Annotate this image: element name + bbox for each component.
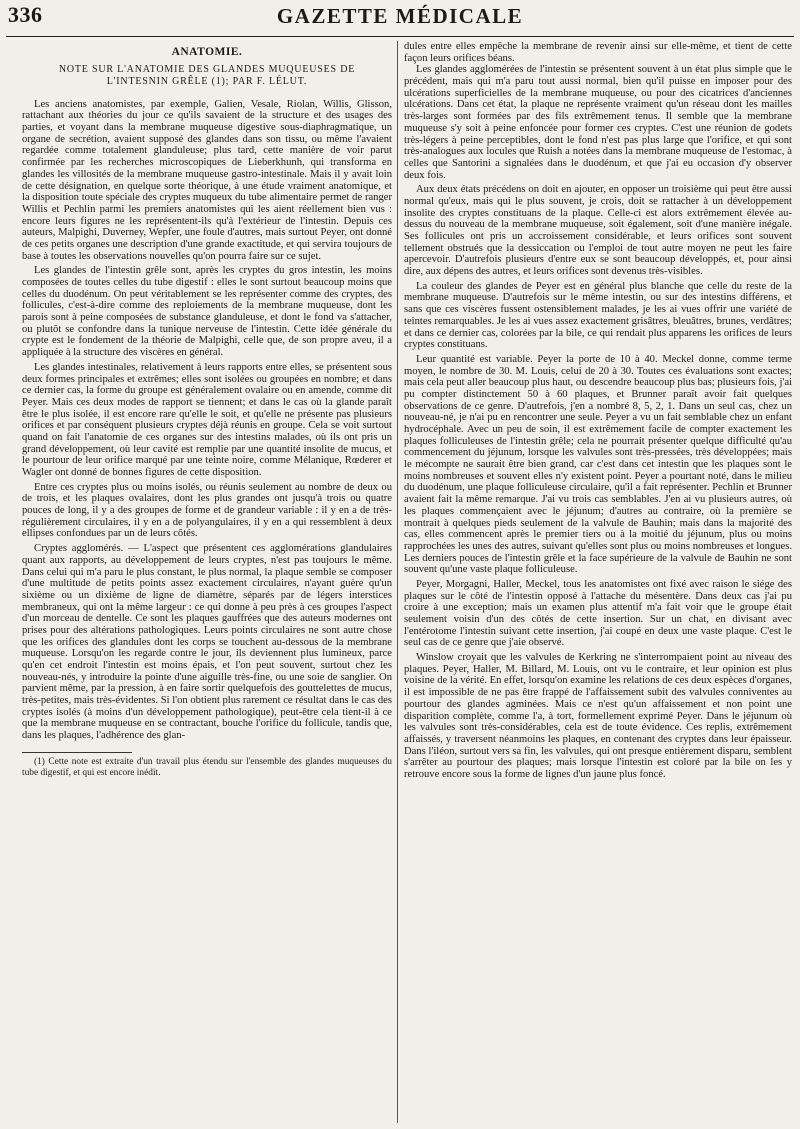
journal-title: GAZETTE MÉDICALE: [276, 4, 524, 28]
paragraph: Peyer, Morgagni, Haller, Meckel, tous les anatomistes ont fixé avec raison le siége des plaques sur le côté de l'intestin opposé à l'attache du mésentère. Dans deux cas j'ai pu croire à une exception; mais un examen plus attentif m'a fait voir que le groupe était seulement voisin d'un des côtés de cette insertion. Sur un chat, en divisant avec l'entérotome l'intestin suivant cette insertion, j'ai coupé en deux une vaste plaque. C'est le seul cas de ce genre que j'aie observé.: [404, 578, 792, 649]
paragraph: Les glandes agglomérées de l'intestin se présentent souvent à un état plus simple que le précédent, mais qui m'a paru tout aussi normal, bien qu'il puisse en imposer pour des ulcérations superficielles de la membrane muqueuse, ou pour des cicatrices d'anciennes ulcérations. Dans cet état, la plaque ne représente vraiment qu'un réseau dont les mailles très-larges sont formées par des fils extrêmement tenus. Il semble que la membrane muqueuse s'y soit à peine enfoncée pour former ces cryptes. C'est une réunion de godets très-légers à peine perceptibles, dont le fond n'est pas plus large que l'orifice, et qui sont très-analogues aux locules que Ruish a notées dans la membrane muqueuse de l'estomac, à celles que Santorini a signalées dans le duodénum, et que j'ai eu occasion d'y observer deux fois.: [404, 64, 792, 181]
column-divider: [397, 41, 398, 1123]
paragraph: Winslow croyait que les valvules de Kerkring ne s'interrompaient point au niveau des plaques. Peyer, Haller, M. Billard, M. Louis, ont vu le contraire, et leur opinion est plus voisine de la vérité. En effet, lorsqu'on examine les relations de ces deux espèces d'organes, il est impossible de ne pas être frappé de l'affaissement subit des valvules conniventes au pourtour des glandes agminées. Mais ce n'est qu'un affaissement et non point une disparition complète, comme l'a, à tort, formellement exprimé Peyer. Dans le jéjunum où les valvules sont très-considérables, cela est de toute évidence. Ces replis, extrêmement affaissés, y traversent néanmoins les plaques, en contenant des cryptes dans leur épaisseur. Dans l'iléon, surtout vers sa fin, les valvules, qui ont presque entièrement disparu, semblent s'arrêter au pourtour des plaques; mais lorsque l'intestin est coloré par la bile on les y retrouve encore sous la forme de lignes d'un jaune plus foncé.: [404, 652, 792, 780]
paragraph: Leur quantité est variable. Peyer la porte de 10 à 40. Meckel donne, comme terme moyen, le nombre de 30. M. Louis, celui de 20 à 30. Toutes ces évaluations sont exactes; mais cela peut aller beaucoup plus haut, ou descendre beaucoup plus bas; plusieurs fois, j'ai pu compter distinctement 50 à 60 plaques, et Brunner paraît avoir fait quelques observations de ce genre. D'autrefois, j'en a nombré 8, 5, 2, 1. Dans un seul cas, chez un nouveau-né, je n'ai pu en rencontrer une seule. Peyer a vu un fait semblable chez un enfant hydrocéphale. Avec un peu de soin, il est extrêmement facile de compter exactement les plaques folliculeuses de l'intestin grêle; cela ne pourrait présenter quelque difficulté qu'au commencement du jéjunum, lorsque les valvules sont très-pressées, très développées; mais le mécompte ne saurait être bien grand, car c'est dans cet intestin que les plaques sont le moins nombreuses et souvent elles n'y existent point. Peyer a pourtant noté, dans le milieu du duodénum, une plaque folliculeuse circulaire, qu'il a fait représenter. Pechlin et Brunner avaient fait la même remarque. J'ai vu trois cas semblables. J'en ai vu plusieurs autres, où les plaques commençaient avec le jéjunum; d'autres au contraire, où la première se montrait à quelques pieds seulement de la valvule de Bauhin; mais dans la majorité des cas, elles commencent après le premier tiers ou à la moitié du jéjunum, plus ou moins rapprochées les unes des autres, suivant qu'elles sont plus ou moins nombreuses et longues. Les derniers pouces de l'intestin grêle et la face supérieure de la valvule de Bauhin ne sont souvent qu'une vaste plaque folliculeuse.: [404, 353, 792, 576]
paragraph: Cryptes agglomérés. — L'aspect que présentent ces agglomérations glandulaires quant aux rapports, au développement de leurs cryptes, n'est pas toujours le même. Dans celui qui m'a paru le plus constant, le plus normal, la plaque semble se composer d'une multitude de petits points assez exactement circulaires, n'ayant guère qu'un sixième ou un dixième de ligne de diamètre, séparés par de légers interstices membraneux, qui ont la même largeur : ce qui donne à peu près à ces groupes l'aspect d'un morceau de dentelle. Ce sont les plaques gauffrées que des auteurs modernes ont prises pour des altérations pathologiques. Leurs points circulaires ne sont autre chose que les orifices des glandules dont les corps se touchent au-dessous de la membrane muqueuse. Lorsqu'on les regarde contre le jour, ils deviennent plus lumineux, parce qu'en cet endroit l'intestin est moins épais, et l'on peut souvent, surtout chez les nouveau-nés, y introduire la pointe d'une aiguille très-fine, ou une soie de sanglier. On parvient même, par la pression, à en faire sortir quelquefois des gouttelettes de mucus, très-petites, mais très-évidentes. Si l'on obtient plus rarement ce résultat dans le cas des cryptes isolés (à moins d'un développement pathologique), peut-être cela tient-il à ce que la membrane muqueuse en se contractant, bouche l'orifice du follicule, tandis que, dans les plaques, l'adhérence des glan-: [22, 543, 392, 742]
right-column: [404, 41, 792, 1123]
paragraph: dules entre elles empêche la membrane de revenir ainsi sur elle-même, et tient de cette façon leurs orifices béans.: [404, 41, 792, 64]
footnote-divider: [22, 752, 132, 753]
page-header: [6, 0, 794, 37]
paragraph: Aux deux états précédens on doit en ajouter, en opposer un troisième qui peut être aussi normal qu'eux, mais qui le plus souvent, je crois, doit se rattacher à un développement insolite des cryptes constituans de la plaque. Celle-ci est alors extrêmement élevée au-dessus du nouveau de la membrane muqueuse, soit également, soit d'une manière inégale. Ses follicules ont pris un accroissement considérable, et leurs orifices sont souvent tellement obstrués que la dessiccation ou l'emploi de tout autre moyen ne peut les faire apercevoir. D'autrefois plusieurs d'entre eux se sont beaucoup développés, et, pour ainsi dire, aux dépens des autres, et leurs orifices sont devenus très-visibles.: [404, 184, 792, 278]
article-columns: [6, 41, 794, 1123]
footnote: (1) Cette note est extraite d'un travail plus étendu sur l'ensemble des glandes muqueuses du tube digestif, et qui est encore inédit.: [22, 756, 392, 778]
paragraph: Entre ces cryptes plus ou moins isolés, ou réunis seulement au nombre de deux ou de trois, et les plaques ovalaires, dont les plus grandes ont jusqu'à trois ou quatre pouces de long, il y a des groupes de forme et de grandeur variable : il y en a de très-régulièrement circulaires, il y en a de polyangulaires, il y en a qui ressemblent à deux ellipses confondues par un de leurs côtés.: [22, 481, 392, 540]
paragraph: Les anciens anatomistes, par exemple, Galien, Vesale, Riolan, Willis, Glisson, rattachant aux théories du jour ce qu'ils savaient de la structure et des usages des parties, et voyant dans la membrane muqueuse digestive sous-diaphragmatique, un organe de secrétion, avaient supposé des glandes dans son tissu, ou même l'avaient regardée comme totalement glanduleuse; plus tard, cette manière de voir parut confirmée par les recherches microscopiques de Lieberkhunh, qui transforma en glandes les villosités de la membrane muqueuse gastro-intestinale. Mais il y avait loin de cette désignation, en quelque sorte théorique, à une étude vraiment anatomique, et la disposition toute spéciale des cryptes muqueux du tube alimentaire permet de ranger Willis et Pechlin parmi les premiers anatomistes qui les aient réellement bien vus : encore leurs figures ne les représentent-ils qu'à l'extérieur de l'intestin. Depuis ces auteurs, Malpighi, Duverney, Wepfer, une foule d'autres, mais surtout Peyer, ont donné de ces petits organes une description d'une grande exactitude, et qui servira toujours de base à toutes les observations nouvelles qu'on pourra faire sur ce sujet.: [22, 98, 392, 262]
article-title-line-1: NOTE SUR L'ANATOMIE DES GLANDES MUQUEUSES DE: [58, 63, 356, 75]
left-column: [22, 41, 392, 1123]
page-number: 336: [8, 2, 43, 27]
article-title-line-2: L'INTESNIN GRÊLE (1); PAR F. LÉLUT.: [106, 76, 308, 88]
paragraph: Les glandes intestinales, relativement à leurs rapports entre elles, se présentent sous deux formes principales et extrêmes; elles sont isolées ou groupées en nombre; et dans ce dernier cas, la forme du groupe est généralement ovalaire ou en amende, comme dit Peyer. Mais ces deux modes de rapport se tiennent; et dans le cas où la glande paraît être le plus isolée, il est encore rare qu'elle le soit, et qu'elle ne présente pas plusieurs orifices et par conséquent plusieurs cryptes déjà réunis en groupe. Cela se voit surtout quand on fait l'anatomie de ces organes sur des intestins malades, où ils ont pris un grand développement, où leur cavité est remplie par une quantité insolite de mucus, et le pourtour de leur orifice marqué par une teinte noire, comme Mélanique, Rœderer et Wagler ont donné de bonnes figures de cette disposition.: [22, 361, 392, 478]
article-title: [22, 64, 392, 89]
paragraph: La couleur des glandes de Peyer est en général plus blanche que celle du reste de la membrane muqueuse. D'autrefois sur le même intestin, ou sur des intestins différens, et sans que ces viscères fussent ostensiblement malades, je les ai vues offrir une variété de teintes remarquables. Je les ai vues assez exactement grisâtres, bleuâtres, brunes, verdâtres; et dans ce dernier cas, colorées par la bile, ce qui rendait plus apparens les orifices de leurs cryptes constituans.: [404, 280, 792, 351]
section-heading: ANATOMIE.: [171, 46, 243, 58]
paragraph: Les glandes de l'intestin grêle sont, après les cryptes du gros intestin, les moins composées de toutes celles du tube digestif : elles le sont surtout beaucoup moins que celles du duodénum. On peut véritablement se les représenter comme des cryptes, des follicules, c'est-à-dire comme des reploiements de la membrane muqueuse, dont les parois sont à peine composées de substance glanduleuse, et dont le fond va s'attacher, ou plutôt se confondre dans la tunique nerveuse de l'intestin. Cette idée générale du crypte est le fondement de la théorie de Malpighi, celle que, de son propre aveu, il a appliquée à la structure des viscères en général.: [22, 265, 392, 359]
